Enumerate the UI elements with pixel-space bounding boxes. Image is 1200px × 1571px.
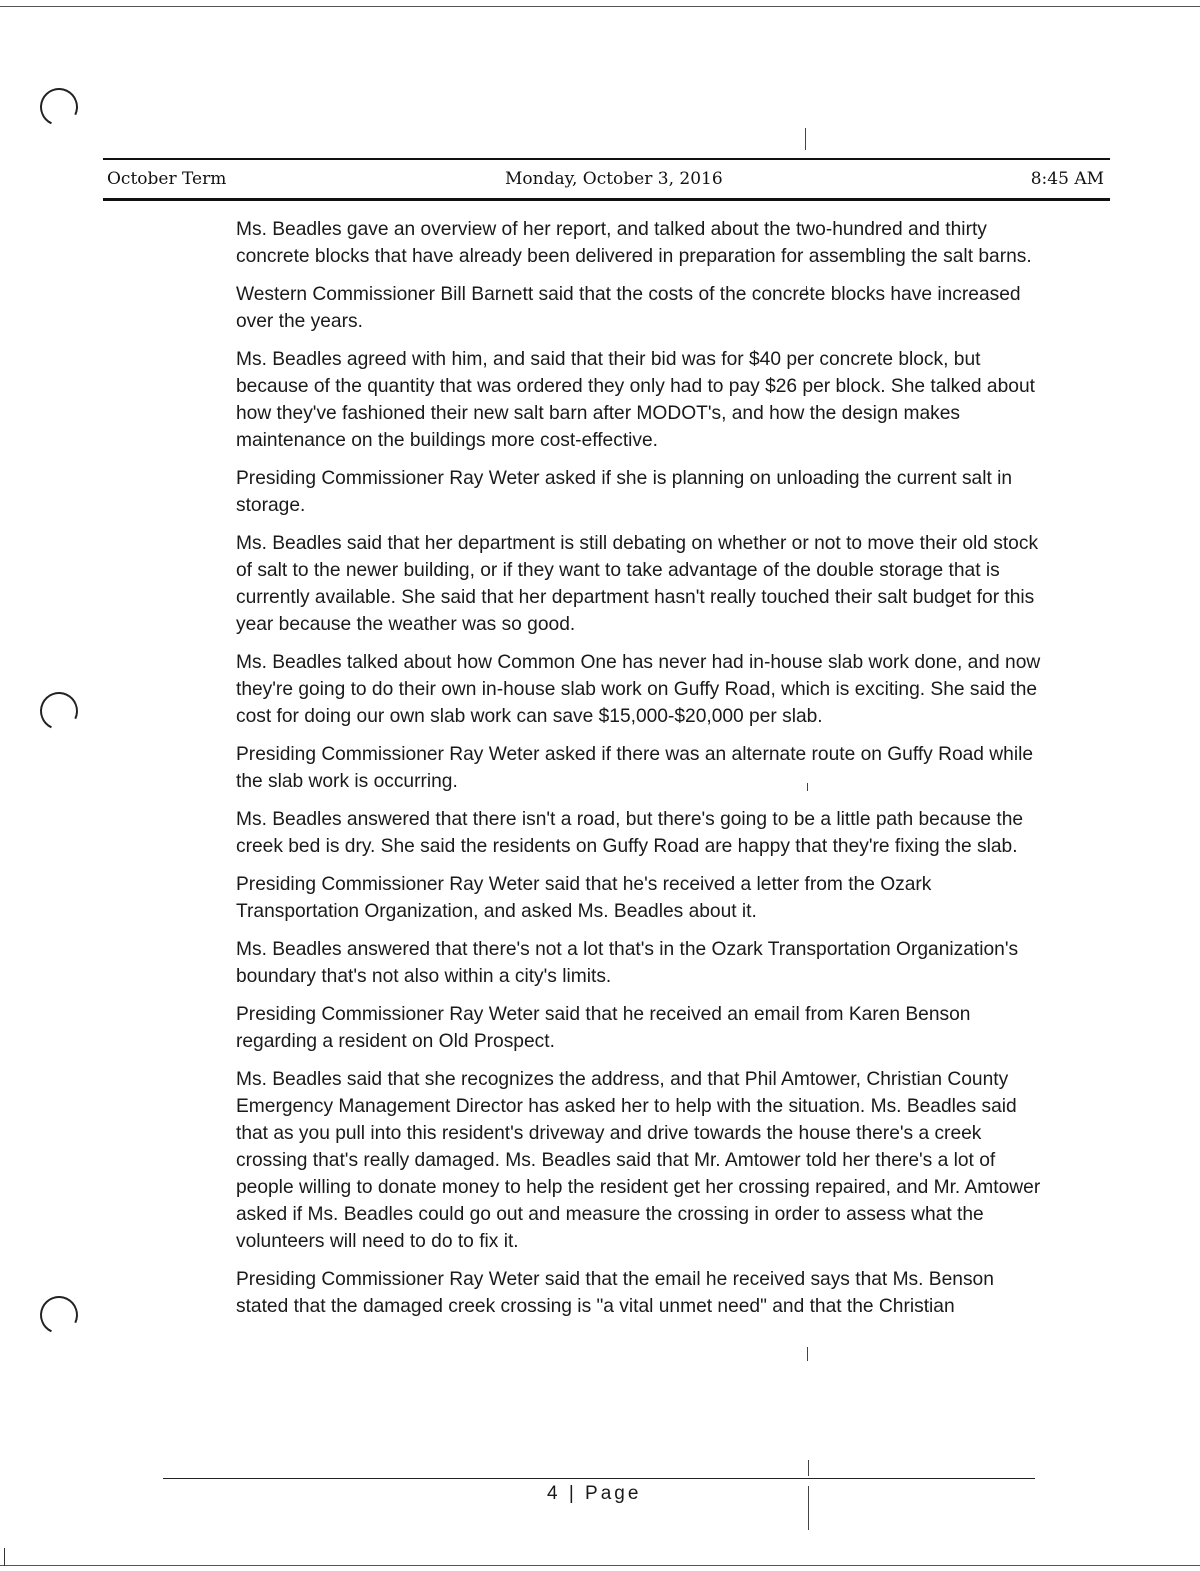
paragraph: Ms. Beadles gave an overview of her report, and talked about the two-hundred and thirty concrete blocks that have already been delivered in preparation for assembling the salt barns. — [236, 219, 1032, 267]
paragraph: Western Commissioner Bill Barnett said that the costs of the concrete blocks have increased over the years. — [236, 284, 1021, 332]
scan-artifact — [808, 1486, 809, 1530]
binder-punch-hole — [35, 1291, 84, 1340]
binder-punch-hole — [35, 687, 84, 736]
binder-punch-hole — [35, 83, 84, 132]
scan-bottom-edge — [0, 1565, 1200, 1566]
minutes-body — [236, 216, 1048, 1331]
header-rule-bottom — [103, 198, 1110, 201]
paragraph: Presiding Commissioner Ray Weter asked if there was an alternate route on Guffy Road while the slab work is occurring. — [236, 744, 1034, 792]
scan-edge-mark — [4, 1548, 5, 1566]
header-time: 8:45 AM — [1030, 169, 1104, 189]
paragraph: Ms. Beadles said that her department is still debating on whether or not to move their old stock of salt to the newer building, or if they want to take advantage of the double storage that is currently available. She said that her department hasn't really touched their salt budget for this year because the weather was so good. — [236, 533, 1039, 635]
scan-top-edge — [0, 6, 1200, 7]
paragraph: Ms. Beadles said that she recognizes the address, and that Phil Amtower, Christian County Emergency Management Director has asked her to help with the situation. Ms. Beadles said that as you pull into this resident's driveway and drive towards the house there's a creek crossing that's really damaged. Ms. Beadles said that Mr. Amtower told her there's a lot of people willing to donate money to help the resident get her crossing repaired, and Mr. Amtower asked if Ms. Beadles could go out and measure the crossing in order to assess what the volunteers will need to do to fix it. — [236, 1069, 1041, 1252]
page-number: 4 | Page — [547, 1483, 642, 1504]
paragraph: Ms. Beadles agreed with him, and said that their bid was for $40 per concrete block, but because of the quantity that was ordered they only had to pay $26 per block. She talked about how they've fashioned their new salt barn after MODOT's, and how the design makes maintenance on the buildings more cost-effective. — [236, 349, 1035, 451]
paragraph: Presiding Commissioner Ray Weter said that he's received a letter from the Ozark Transportation Organization, and asked Ms. Beadles about it. — [236, 874, 932, 922]
scan-artifact — [805, 128, 806, 150]
paragraph: Presiding Commissioner Ray Weter said that the email he received says that Ms. Benson stated that the damaged creek crossing is "a vital unmet need" and that the Christian — [236, 1269, 994, 1317]
scan-artifact — [807, 1347, 808, 1361]
paragraph: Ms. Beadles answered that there isn't a road, but there's going to be a little path because the creek bed is dry. She said the residents on Guffy Road are happy that they're fixing the slab. — [236, 809, 1024, 857]
paragraph: Ms. Beadles talked about how Common One has never had in-house slab work done, and now they're going to do their own in-house slab work on Guffy Road, which is exciting. She said the cost for doing our own slab work can save $15,000-$20,000 per slab. — [236, 652, 1041, 727]
paragraph: Presiding Commissioner Ray Weter asked if she is planning on unloading the current salt in storage. — [236, 468, 1013, 516]
scan-artifact — [808, 1460, 809, 1476]
footer-rule — [163, 1478, 1035, 1479]
header-rule-top — [103, 158, 1110, 160]
header-date: Monday, October 3, 2016 — [505, 169, 723, 189]
header-term: October Term — [107, 169, 227, 189]
paragraph: Presiding Commissioner Ray Weter said that he received an email from Karen Benson regarding a resident on Old Prospect. — [236, 1004, 971, 1052]
paragraph: Ms. Beadles answered that there's not a lot that's in the Ozark Transportation Organization's boundary that's not also within a city's limits. — [236, 939, 1019, 987]
